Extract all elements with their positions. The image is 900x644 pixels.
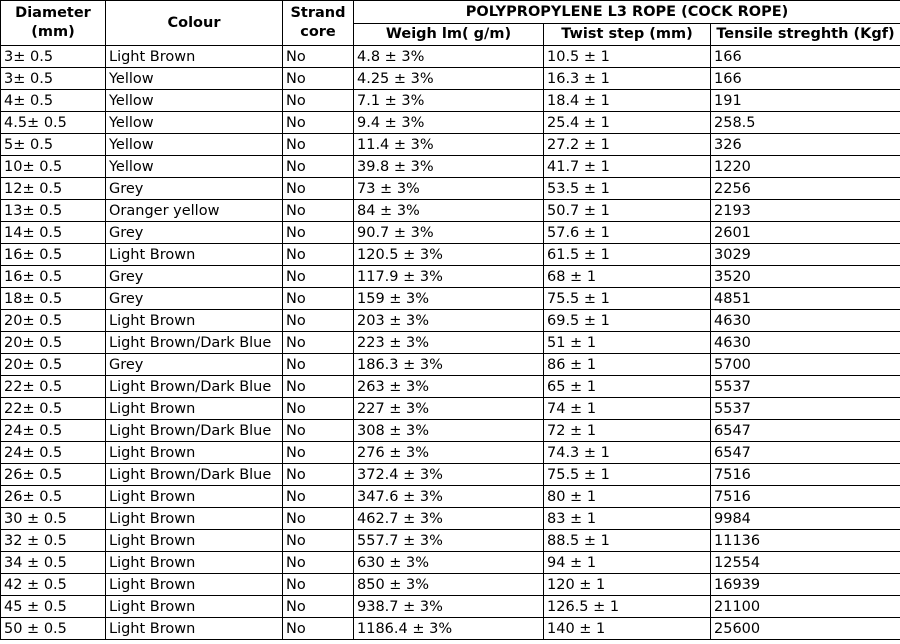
cell-strand-core: No xyxy=(283,244,354,266)
cell-tensile: 7516 xyxy=(711,464,900,486)
cell-colour: Light Brown xyxy=(106,398,283,420)
cell-tensile: 12554 xyxy=(711,552,900,574)
table-row xyxy=(1,288,900,310)
cell-colour: Light Brown xyxy=(106,442,283,464)
cell-diameter: 4± 0.5 xyxy=(1,90,106,112)
cell-twist-step: 74.3 ± 1 xyxy=(544,442,711,464)
cell-weigh: 90.7 ± 3% xyxy=(354,222,544,244)
cell-tensile: 5537 xyxy=(711,398,900,420)
cell-weigh: 9.4 ± 3% xyxy=(354,112,544,134)
cell-tensile: 2193 xyxy=(711,200,900,222)
cell-weigh: 223 ± 3% xyxy=(354,332,544,354)
header-colour: Colour xyxy=(106,1,283,46)
cell-tensile: 16939 xyxy=(711,574,900,596)
cell-diameter: 20± 0.5 xyxy=(1,332,106,354)
cell-colour: Light Brown xyxy=(106,552,283,574)
cell-tensile: 21100 xyxy=(711,596,900,618)
cell-tensile: 4630 xyxy=(711,332,900,354)
cell-diameter: 30 ± 0.5 xyxy=(1,508,106,530)
cell-strand-core: No xyxy=(283,156,354,178)
table-row xyxy=(1,596,900,618)
cell-diameter: 34 ± 0.5 xyxy=(1,552,106,574)
table-row xyxy=(1,464,900,486)
cell-diameter: 13± 0.5 xyxy=(1,200,106,222)
cell-tensile: 1220 xyxy=(711,156,900,178)
table-body xyxy=(1,46,900,640)
cell-weigh: 1186.4 ± 3% xyxy=(354,618,544,640)
cell-tensile: 258.5 xyxy=(711,112,900,134)
cell-strand-core: No xyxy=(283,442,354,464)
header-group-title: POLYPROPYLENE L3 ROPE (COCK ROPE) xyxy=(354,1,900,24)
cell-tensile: 326 xyxy=(711,134,900,156)
cell-tensile: 6547 xyxy=(711,420,900,442)
table-row xyxy=(1,90,900,112)
cell-diameter: 26± 0.5 xyxy=(1,486,106,508)
cell-weigh: 4.8 ± 3% xyxy=(354,46,544,68)
cell-tensile: 166 xyxy=(711,46,900,68)
table-row xyxy=(1,68,900,90)
table-row xyxy=(1,244,900,266)
cell-diameter: 5± 0.5 xyxy=(1,134,106,156)
cell-diameter: 3± 0.5 xyxy=(1,46,106,68)
cell-diameter: 20± 0.5 xyxy=(1,310,106,332)
cell-diameter: 16± 0.5 xyxy=(1,244,106,266)
cell-weigh: 557.7 ± 3% xyxy=(354,530,544,552)
cell-diameter: 20± 0.5 xyxy=(1,354,106,376)
cell-colour: Yellow xyxy=(106,134,283,156)
header-twist-step: Twist step (mm) xyxy=(544,24,711,46)
cell-weigh: 630 ± 3% xyxy=(354,552,544,574)
cell-colour: Yellow xyxy=(106,156,283,178)
cell-weigh: 39.8 ± 3% xyxy=(354,156,544,178)
cell-strand-core: No xyxy=(283,46,354,68)
cell-twist-step: 16.3 ± 1 xyxy=(544,68,711,90)
cell-twist-step: 83 ± 1 xyxy=(544,508,711,530)
cell-strand-core: No xyxy=(283,420,354,442)
cell-tensile: 166 xyxy=(711,68,900,90)
header-tensile: Tensile streghth (Kgf) xyxy=(711,24,900,46)
cell-weigh: 159 ± 3% xyxy=(354,288,544,310)
cell-strand-core: No xyxy=(283,112,354,134)
cell-colour: Light Brown xyxy=(106,508,283,530)
cell-strand-core: No xyxy=(283,222,354,244)
cell-twist-step: 57.6 ± 1 xyxy=(544,222,711,244)
cell-twist-step: 25.4 ± 1 xyxy=(544,112,711,134)
cell-diameter: 42 ± 0.5 xyxy=(1,574,106,596)
cell-tensile: 25600 xyxy=(711,618,900,640)
cell-colour: Light Brown/Dark Blue xyxy=(106,332,283,354)
header-diameter: Diameter (mm) xyxy=(1,1,106,46)
cell-strand-core: No xyxy=(283,200,354,222)
table-row xyxy=(1,310,900,332)
cell-strand-core: No xyxy=(283,530,354,552)
cell-diameter: 26± 0.5 xyxy=(1,464,106,486)
cell-strand-core: No xyxy=(283,266,354,288)
cell-weigh: 276 ± 3% xyxy=(354,442,544,464)
cell-colour: Light Brown xyxy=(106,530,283,552)
cell-colour: Grey xyxy=(106,266,283,288)
table-row xyxy=(1,618,900,640)
cell-strand-core: No xyxy=(283,134,354,156)
cell-strand-core: No xyxy=(283,90,354,112)
cell-diameter: 24± 0.5 xyxy=(1,420,106,442)
cell-colour: Grey xyxy=(106,354,283,376)
cell-strand-core: No xyxy=(283,68,354,90)
cell-colour: Light Brown xyxy=(106,618,283,640)
cell-strand-core: No xyxy=(283,398,354,420)
cell-diameter: 10± 0.5 xyxy=(1,156,106,178)
cell-tensile: 3029 xyxy=(711,244,900,266)
cell-colour: Light Brown xyxy=(106,596,283,618)
cell-twist-step: 61.5 ± 1 xyxy=(544,244,711,266)
cell-colour: Oranger yellow xyxy=(106,200,283,222)
table-row xyxy=(1,486,900,508)
table-row xyxy=(1,156,900,178)
table-row xyxy=(1,398,900,420)
cell-twist-step: 41.7 ± 1 xyxy=(544,156,711,178)
table-row xyxy=(1,332,900,354)
cell-tensile: 7516 xyxy=(711,486,900,508)
cell-diameter: 22± 0.5 xyxy=(1,376,106,398)
cell-tensile: 191 xyxy=(711,90,900,112)
cell-twist-step: 126.5 ± 1 xyxy=(544,596,711,618)
cell-tensile: 2256 xyxy=(711,178,900,200)
cell-twist-step: 74 ± 1 xyxy=(544,398,711,420)
cell-weigh: 203 ± 3% xyxy=(354,310,544,332)
cell-diameter: 50 ± 0.5 xyxy=(1,618,106,640)
cell-diameter: 3± 0.5 xyxy=(1,68,106,90)
cell-weigh: 462.7 ± 3% xyxy=(354,508,544,530)
cell-diameter: 4.5± 0.5 xyxy=(1,112,106,134)
table-row xyxy=(1,530,900,552)
cell-twist-step: 68 ± 1 xyxy=(544,266,711,288)
cell-weigh: 84 ± 3% xyxy=(354,200,544,222)
cell-weigh: 308 ± 3% xyxy=(354,420,544,442)
cell-colour: Yellow xyxy=(106,68,283,90)
cell-colour: Yellow xyxy=(106,90,283,112)
cell-twist-step: 10.5 ± 1 xyxy=(544,46,711,68)
cell-weigh: 938.7 ± 3% xyxy=(354,596,544,618)
table-row xyxy=(1,574,900,596)
cell-twist-step: 86 ± 1 xyxy=(544,354,711,376)
cell-diameter: 24± 0.5 xyxy=(1,442,106,464)
cell-strand-core: No xyxy=(283,464,354,486)
cell-twist-step: 51 ± 1 xyxy=(544,332,711,354)
table-row xyxy=(1,552,900,574)
cell-colour: Light Brown xyxy=(106,486,283,508)
cell-weigh: 117.9 ± 3% xyxy=(354,266,544,288)
cell-colour: Yellow xyxy=(106,112,283,134)
cell-weigh: 186.3 ± 3% xyxy=(354,354,544,376)
cell-weigh: 11.4 ± 3% xyxy=(354,134,544,156)
cell-colour: Light Brown/Dark Blue xyxy=(106,464,283,486)
cell-diameter: 45 ± 0.5 xyxy=(1,596,106,618)
table-row xyxy=(1,134,900,156)
table-row xyxy=(1,266,900,288)
header-strand-core: Strand core xyxy=(283,1,354,46)
cell-diameter: 16± 0.5 xyxy=(1,266,106,288)
cell-twist-step: 53.5 ± 1 xyxy=(544,178,711,200)
table-row xyxy=(1,222,900,244)
cell-weigh: 372.4 ± 3% xyxy=(354,464,544,486)
cell-colour: Light Brown/Dark Blue xyxy=(106,376,283,398)
cell-tensile: 9984 xyxy=(711,508,900,530)
cell-tensile: 2601 xyxy=(711,222,900,244)
cell-strand-core: No xyxy=(283,310,354,332)
cell-weigh: 347.6 ± 3% xyxy=(354,486,544,508)
table-row xyxy=(1,178,900,200)
cell-weigh: 7.1 ± 3% xyxy=(354,90,544,112)
cell-weigh: 263 ± 3% xyxy=(354,376,544,398)
cell-colour: Light Brown/Dark Blue xyxy=(106,420,283,442)
cell-strand-core: No xyxy=(283,354,354,376)
cell-weigh: 73 ± 3% xyxy=(354,178,544,200)
cell-twist-step: 72 ± 1 xyxy=(544,420,711,442)
cell-strand-core: No xyxy=(283,288,354,310)
cell-twist-step: 18.4 ± 1 xyxy=(544,90,711,112)
cell-colour: Light Brown xyxy=(106,244,283,266)
cell-tensile: 5537 xyxy=(711,376,900,398)
cell-weigh: 850 ± 3% xyxy=(354,574,544,596)
table-header xyxy=(1,1,900,46)
table-row xyxy=(1,46,900,68)
cell-weigh: 227 ± 3% xyxy=(354,398,544,420)
cell-strand-core: No xyxy=(283,552,354,574)
cell-strand-core: No xyxy=(283,376,354,398)
cell-twist-step: 65 ± 1 xyxy=(544,376,711,398)
cell-twist-step: 50.7 ± 1 xyxy=(544,200,711,222)
cell-tensile: 5700 xyxy=(711,354,900,376)
table-row xyxy=(1,442,900,464)
cell-tensile: 3520 xyxy=(711,266,900,288)
cell-twist-step: 80 ± 1 xyxy=(544,486,711,508)
table-row xyxy=(1,420,900,442)
cell-twist-step: 75.5 ± 1 xyxy=(544,464,711,486)
cell-colour: Light Brown xyxy=(106,310,283,332)
cell-strand-core: No xyxy=(283,618,354,640)
cell-colour: Grey xyxy=(106,178,283,200)
cell-colour: Grey xyxy=(106,288,283,310)
cell-twist-step: 27.2 ± 1 xyxy=(544,134,711,156)
cell-diameter: 18± 0.5 xyxy=(1,288,106,310)
cell-strand-core: No xyxy=(283,508,354,530)
cell-tensile: 4630 xyxy=(711,310,900,332)
cell-strand-core: No xyxy=(283,574,354,596)
cell-twist-step: 94 ± 1 xyxy=(544,552,711,574)
cell-twist-step: 69.5 ± 1 xyxy=(544,310,711,332)
cell-twist-step: 88.5 ± 1 xyxy=(544,530,711,552)
cell-colour: Light Brown xyxy=(106,46,283,68)
cell-tensile: 6547 xyxy=(711,442,900,464)
header-weigh: Weigh lm( g/m) xyxy=(354,24,544,46)
cell-weigh: 120.5 ± 3% xyxy=(354,244,544,266)
cell-diameter: 12± 0.5 xyxy=(1,178,106,200)
cell-twist-step: 120 ± 1 xyxy=(544,574,711,596)
table-row xyxy=(1,200,900,222)
cell-tensile: 11136 xyxy=(711,530,900,552)
cell-diameter: 14± 0.5 xyxy=(1,222,106,244)
cell-colour: Light Brown xyxy=(106,574,283,596)
cell-diameter: 22± 0.5 xyxy=(1,398,106,420)
cell-colour: Grey xyxy=(106,222,283,244)
cell-weigh: 4.25 ± 3% xyxy=(354,68,544,90)
cell-twist-step: 75.5 ± 1 xyxy=(544,288,711,310)
cell-strand-core: No xyxy=(283,486,354,508)
table-row xyxy=(1,508,900,530)
table-row xyxy=(1,376,900,398)
table-row xyxy=(1,112,900,134)
cell-strand-core: No xyxy=(283,178,354,200)
cell-strand-core: No xyxy=(283,596,354,618)
cell-diameter: 32 ± 0.5 xyxy=(1,530,106,552)
cell-tensile: 4851 xyxy=(711,288,900,310)
cell-strand-core: No xyxy=(283,332,354,354)
cell-twist-step: 140 ± 1 xyxy=(544,618,711,640)
table-row xyxy=(1,354,900,376)
